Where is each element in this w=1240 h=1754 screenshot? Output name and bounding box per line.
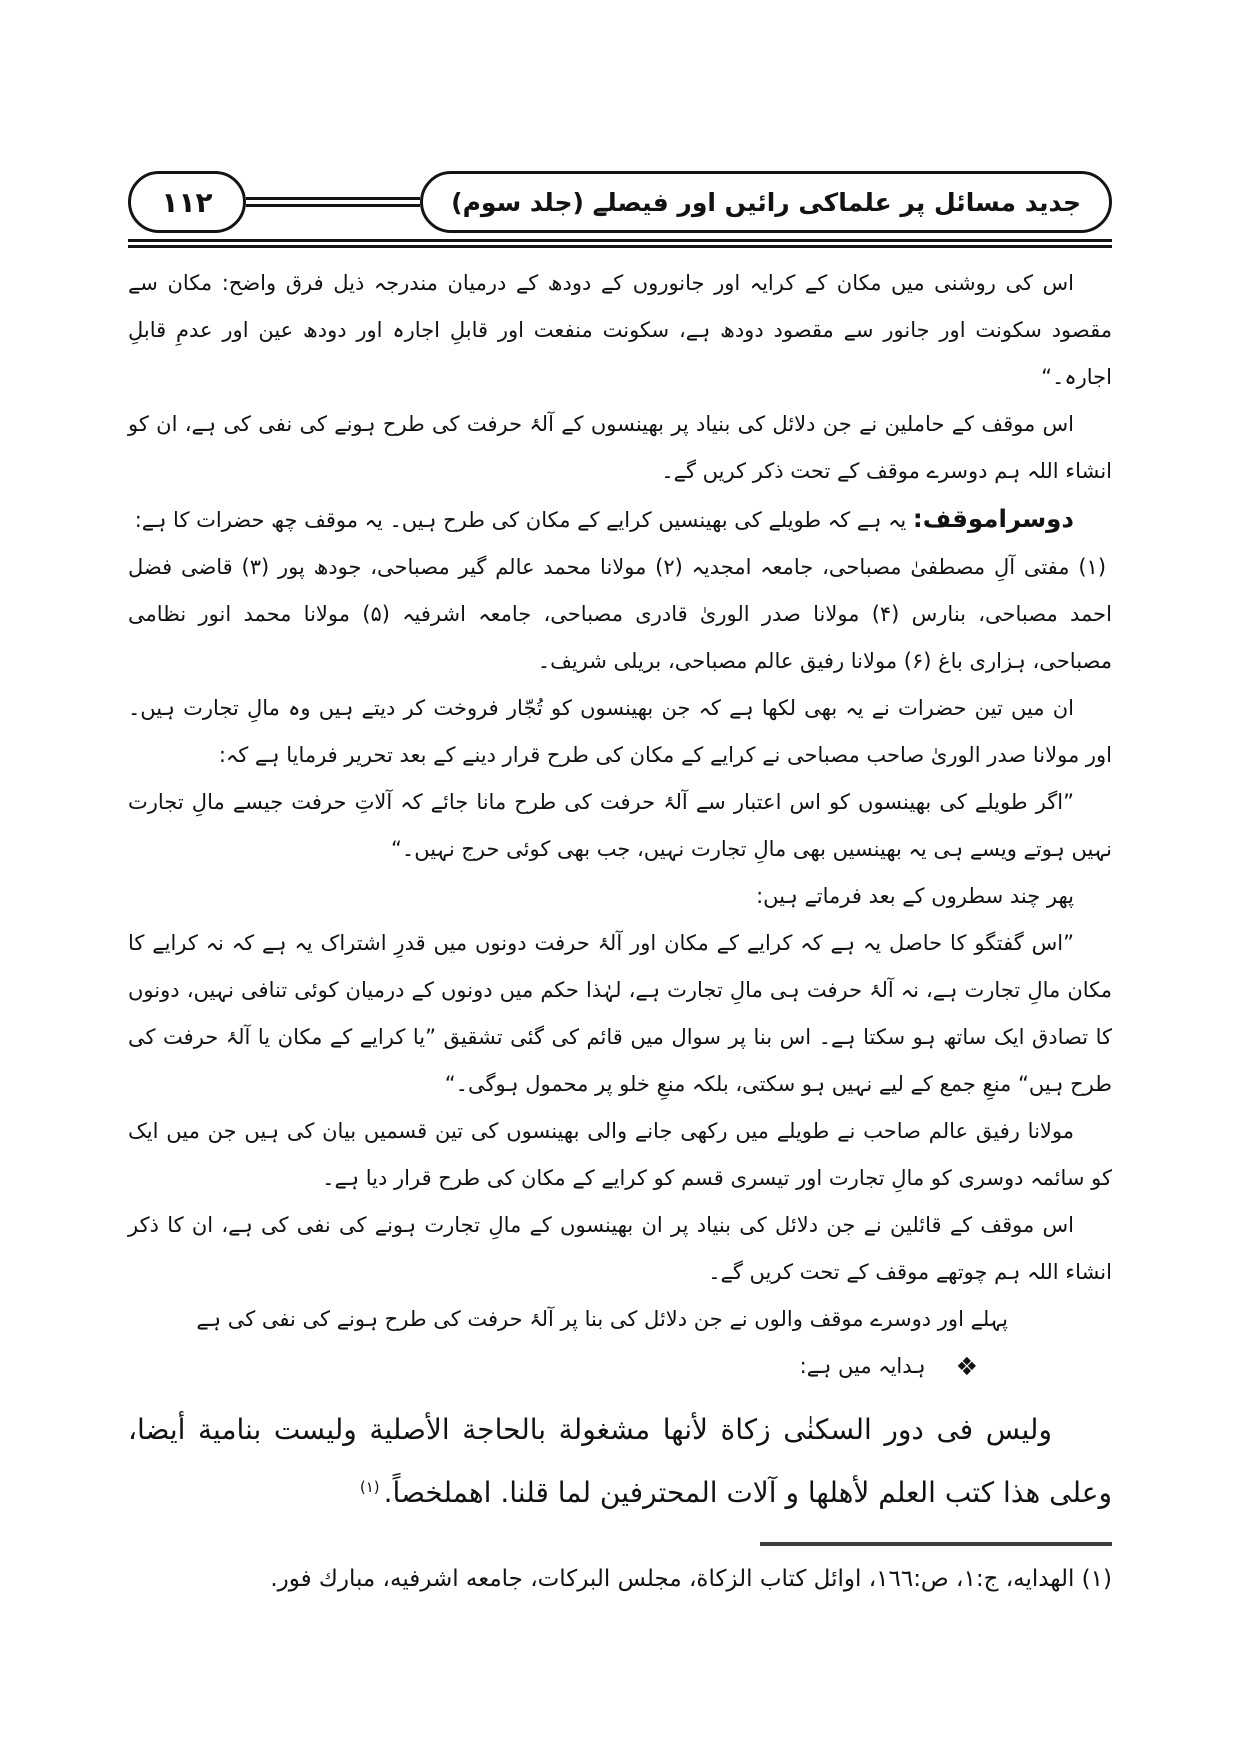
paragraph-second-position <box>128 495 1112 544</box>
arabic-quotation-text: وليس فى دور السكنٰى زكاة لأنها مشغولة بالحاجة الأصلية وليست بنامية أيضا، وعلى هذا كتب العلم لأهلها و آلات المحترفين لما قلنا. اهملخصاً. <box>128 1413 1112 1509</box>
page-header <box>128 170 1112 248</box>
footnote-reference-marker: (١) <box>359 1477 380 1496</box>
paragraph-first-second-positions: پہلے اور دوسرے موقف والوں نے جن دلائل کی بنا پر آلۂ حرفت کی طرح ہونے کی نفی کی ہے <box>196 1307 1008 1331</box>
second-position-label: دوسراموقف: <box>912 504 1074 533</box>
paragraph-intro: اس کی روشنی میں مکان کے کرایہ اور جانوروں کے دودھ کے درمیان مندرجہ ذیل فرق واضح: مکان سے مقصود سکونت اور جانور سے مقصود دودھ ہے، سکونت منفعت اور قابلِ اجارہ اور دودھ عین اور عدمِ قابلِ اجارہ۔“ <box>128 271 1112 389</box>
page-number: ۱۱۲ <box>161 185 213 219</box>
hidaya-heading: ہدایہ میں ہے: <box>799 1354 926 1378</box>
paragraph-scholar-names: (۱) مفتی آلِ مصطفیٰ مصباحی، جامعہ امجدیہ (۲) مولانا محمد عالم گیر مصباحی، جودھ پور (۳) قاضی فضل احمد مصباحی، بنارس (۴) مولانا صدر الورىٰ قادری مصباحی، جامعہ اشرفیہ (۵) مولانا محمد انور نظامی مصباحی، ہزاری باغ (۶) مولانا رفیق عالم مصباحی، بریلی شریف۔ <box>128 555 1112 673</box>
paragraph-holders: اس موقف کے حاملین نے جن دلائل کی بنیاد پر بھینسوں کے آلۂ حرفت کی طرح ہونے کی نفی کی ہے، ان کو انشاء اللہ ہم دوسرے موقف کے تحت ذکر کریں گے۔ <box>128 412 1112 483</box>
footnote-citation: (١) الهدايه، ج:١، ص:١٦٦، اوائل كتاب الزكاة، مجلس البركات، جامعه اشرفيه، مبارك فور. <box>270 1566 1112 1592</box>
paragraph-three-wrote: ان میں تین حضرات نے یہ بھی لکھا ہے کہ جن بھینسوں کو تُجّار فروخت کر دیتے ہیں وہ مالِ تجارت ہیں۔ اور مولانا صدر الورىٰ صاحب مصباحی نے کرایے کے مکان کی طرح قرار دینے کے بعد تحریر فرمایا ہے کہ: <box>128 696 1112 767</box>
diamond-bullet-icon: ❖ <box>955 1352 978 1381</box>
paragraph-quote-2: ”اس گفتگو کا حاصل یہ ہے کہ کرایے کے مکان اور آلۂ حرفت دونوں میں قدرِ اشتراک یہ ہے کہ نہ کرایے کا مکان مالِ تجارت ہے، نہ آلۂ حرفت ہی مالِ تجارت ہے، لہٰذا حکم میں دونوں کے درمیان کوئی تنافی نہیں، دونوں کا تصادق ایک ساتھ ہو سکتا ہے۔ اس بنا پر سوال میں قائم کی گئی تشقیق ”یا کرایے کے مکان یا آلۂ حرفت کی طرح ہیں“ منعِ جمع کے لیے نہیں ہو سکتی، بلکہ منعِ خلو پر محمول ہوگی۔“ <box>128 931 1112 1096</box>
header-double-rule <box>128 239 1112 248</box>
arabic-quotation <box>128 1398 1112 1524</box>
header-connector-rule <box>246 197 420 207</box>
page-body <box>128 260 1112 1600</box>
paragraph-rafiq-alam: مولانا رفیق عالم صاحب نے طویلے میں رکھی جانے والی بھینسوں کی تین قسمیں بیان کی ہیں جن میں ایک کو سائمہ دوسری کو مالِ تجارت اور تیسری قسم کو کرایے کے مکان کی طرح قرار دیا ہے۔ <box>128 1119 1112 1190</box>
paragraph-fourth-position: اس موقف کے قائلین نے جن دلائل کی بنیاد پر ان بھینسوں کے مالِ تجارت ہونے کی نفی کی ہے، ان کا ذکر انشاء اللہ ہم چوتھے موقف کے تحت کریں گے۔ <box>128 1213 1112 1284</box>
second-position-text: یہ ہے کہ طویلے کی بھینسیں کرایے کے مکان کی طرح ہیں۔ یہ موقف چھ حضرات کا ہے: <box>134 508 907 532</box>
header-row <box>128 170 1112 234</box>
paragraph-after-lines: پھر چند سطروں کے بعد فرماتے ہیں: <box>756 884 1074 908</box>
book-title-badge <box>420 171 1112 233</box>
footnote-separator-rule <box>760 1542 1112 1546</box>
hidaya-heading-row <box>128 1343 978 1390</box>
page-number-badge <box>128 171 246 233</box>
paragraph-quote-1: ”اگر طویلے کی بھینسوں کو اس اعتبار سے آلۂ حرفت کی طرح مانا جائے کہ آلاتِ حرفت جیسے مالِ تجارت نہیں ہوتے ویسے ہی یہ بھینسیں بھی مالِ تجارت نہیں، جب بھی کوئی حرج نہیں۔“ <box>128 790 1112 861</box>
book-title: جدید مسائل پر علماکی رائیں اور فیصلے (جلد سوم) <box>451 187 1081 217</box>
